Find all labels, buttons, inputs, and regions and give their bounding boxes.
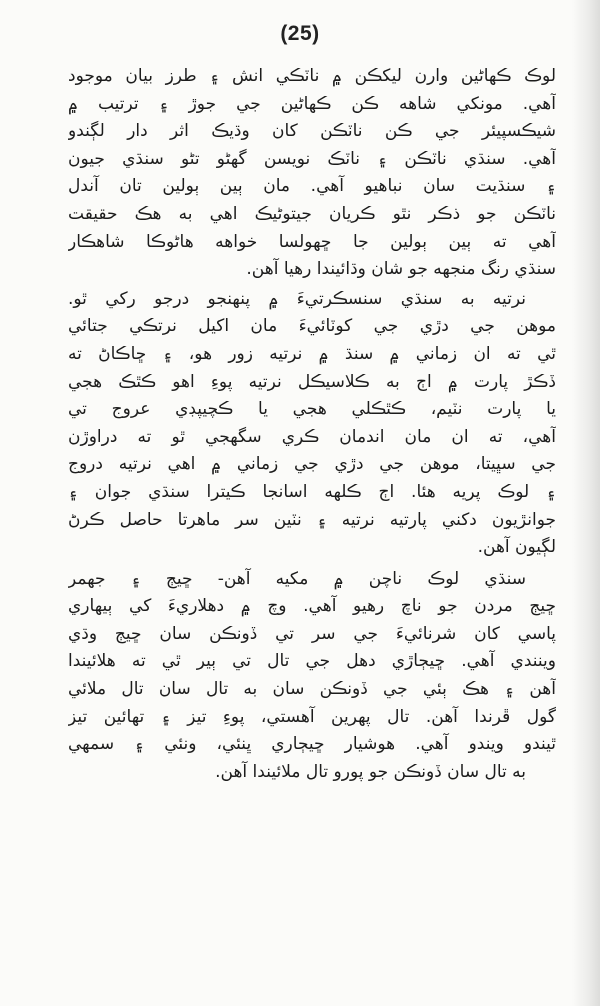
body-text: [68, 63, 556, 786]
text-line: ناٽڪن جو ذڪر نٿو ڪريان جيتوڻيڪ اهي به هڪ حقيقت: [68, 203, 556, 224]
text-line: وينندي آهي. ڇيڄاڙي دهل جي تال تي ٻير ٿي ته هلائيندا: [68, 651, 556, 672]
text-line: جوانڙيون دکني پارتيه نرتيه ۽ نٽين سر ماهرتا حاصل ڪرڻ: [68, 509, 556, 530]
paragraph-2: [68, 286, 556, 562]
text-line: لڳيون آهن.: [477, 537, 556, 558]
text-line: يا پارت نٽيم، ڪٿڪلي هجي يا ڪچيپڊي عروج تي: [68, 399, 556, 420]
page-edge-shadow: [572, 0, 600, 1006]
text-line: آهي. مونکي شاهه ڪن ڪهاڻين جي جوڙ ۽ ترتيب ۾: [68, 93, 556, 114]
text-line: ۽ سنڌيت سان نباهيو آهي. مان ٻين ٻولين تان آندل: [68, 176, 556, 197]
paragraph-3: [68, 566, 556, 787]
text-line: ڇيڄ مردن جو ناچ رهيو آهي. وچ ۾ دهلاريءَ کي ٻيهاري: [68, 596, 556, 617]
text-line: آهن ۽ هڪ ٻئي جي ڏونڪن سان به تال سان تال ملائي: [68, 679, 556, 700]
text-line: پاسي کان شرنائيءَ جي سر تي ڏونڪن سان ڇيڄ وڌي: [68, 623, 556, 644]
text-line: ٿي ته ان زماني ۾ سنڌ ۾ نرتيه زور هو، ۽ ڇاڪاڻ ته: [68, 343, 556, 364]
page-number: (25): [280, 22, 320, 45]
text-line: موهن جي دڙي جي کوٽائيءَ مان اکيل نرتڪي جتائي: [68, 316, 556, 337]
text-line: آهي ته ٻين ٻولين جا ڇهولسا خواهه هاڻوڪا شاهڪار: [68, 231, 556, 252]
paragraph-1: [68, 63, 556, 284]
text-line: گول ڦرندا آهن. تال پهرين آهستي، پوءِ تيز ۽ تهائين تيز: [68, 706, 556, 727]
text-line: سنڌي لوڪ ناچن ۾ مکيه آهن- ڇيڄ ۽ جهمر: [68, 568, 526, 589]
text-line: جي سڀيتا، موهن جي دڙي جي زماني ۾ اهي نرتيه دروج: [68, 454, 556, 475]
text-line: به تال سان ڏونڪن جو پورو تال ملائيندا آهن.: [215, 761, 526, 782]
text-line: ڏڪڙ پارت ۾ اڄ به ڪلاسيڪل نرتيه پوءِ اهو ڪٿڪ هجي: [68, 371, 556, 392]
text-line: آهي. سنڌي ناٽڪن ۽ ناٽڪ نويسن گهڻو تڻو سنڌي جيون: [68, 148, 556, 169]
text-line: ۽ لوڪ پريه هئا. اڄ ڪلهه اسانجا ڪيترا سنڌي جوان ۽: [68, 481, 556, 502]
text-line: ٿيندو ويندو آهي. هوشيار ڇيڄاري ڀنئي، ونئي ۽ سمهي: [68, 734, 556, 755]
text-line: لوڪ ڪهاڻين وارن ليکڪن ۾ ناٽڪي انش ۽ طرز بيان موجود: [68, 66, 556, 86]
text-line: آهي، ته ان مان اندمان ڪري سگهجي ٿو ته دراوڙن: [68, 426, 556, 447]
text-line: سنڌي رنگ منجهه جو شان وڌائيندا رهيا آهن.: [246, 259, 556, 280]
text-line: نرتيه به سنڌي سنسڪرتيءَ ۾ پنهنجو درجو رکي ٿو.: [68, 288, 526, 309]
text-line: شيڪسپيئر جي ڪن ناٽڪن کان وڌيڪ اثر دار لڳندو: [68, 121, 556, 142]
